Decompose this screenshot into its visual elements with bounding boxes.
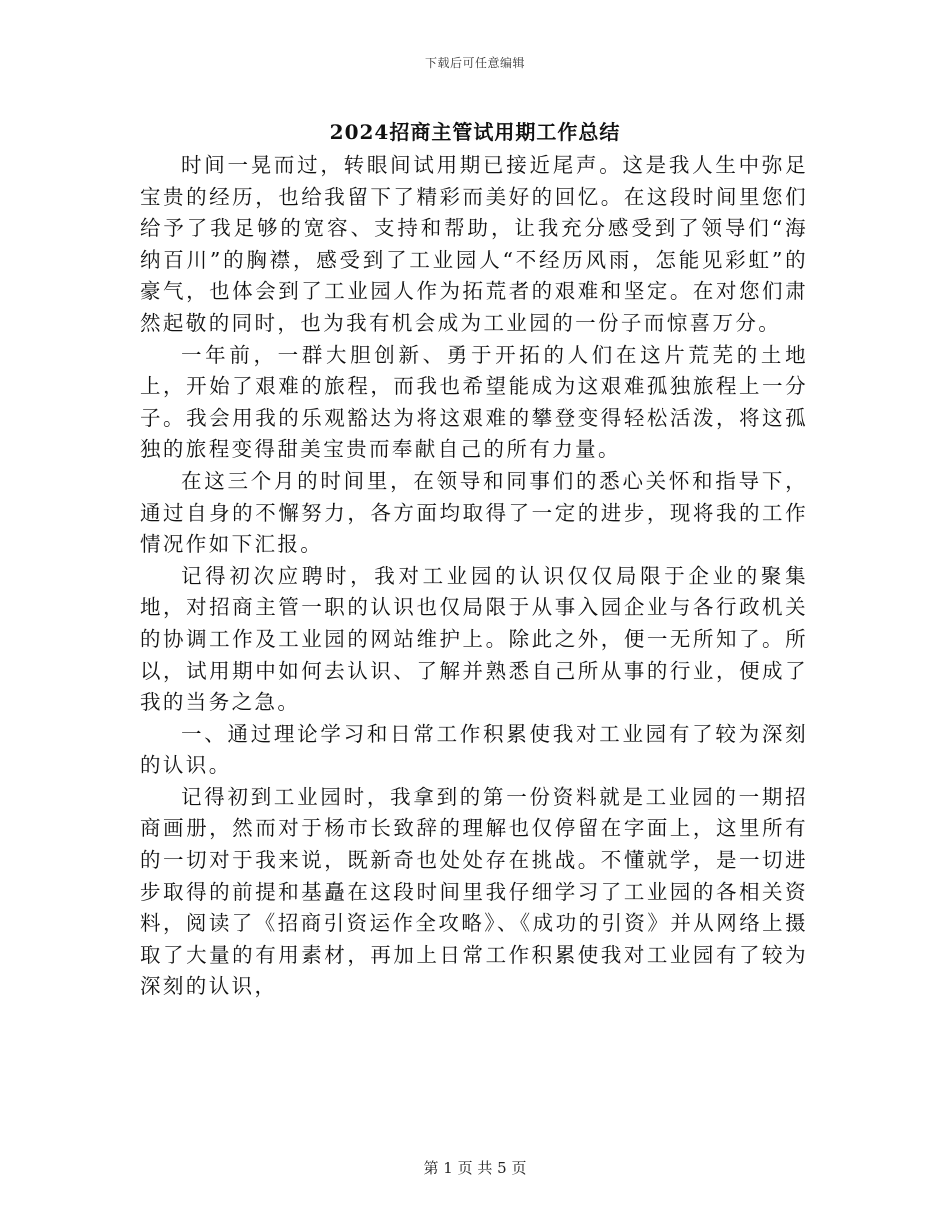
header-note: 下载后可任意编辑 (424, 56, 525, 70)
paragraph: 记得初次应聘时，我对工业园的认识仅仅局限于企业的聚集地，对招商主管一职的认识也仅局限于从事入园企业与各行政机关的协调工作及工业园的网站维护上。除此之外，便一无所知了。所以，试用期中如何去认识、了解并熟悉自己所从事的行业，便成了我的当务之急。 (140, 563, 808, 715)
paragraph: 时间一晃而过，转眼间试用期已接近尾声。这是我人生中弥足宝贵的经历，也给我留下了精彩而美好的回忆。在这段时间里您们给予了我足够的宽容、支持和帮助，让我充分感受到了领导们“海纳百川”的胸襟，感受到了工业园人“不经历风雨，怎能见彩虹”的豪气，也体会到了工业园人作为拓荒者的艰难和坚定。在对您们肃然起敬的同时，也为我有机会成为工业园的一份子而惊喜万分。 (140, 153, 808, 335)
paragraph: 记得初到工业园时，我拿到的第一份资料就是工业园的一期招商画册，然而对于杨市长致辞的理解也仅停留在字面上，这里所有的一切对于我来说，既新奇也处处存在挑战。不懂就学，是一切进步取得的前提和基矗在这段时间里我仔细学习了工业园的各相关资料，阅读了《招商引资运作全攻略》、《成功的引资》并从网络上摄取了大量的有用素材，再加上日常工作积累使我对工业园有了较为深刻的认识， (140, 784, 808, 999)
section-heading: 一、通过理论学习和日常工作积累使我对工业园有了较为深刻的认识。 (140, 721, 808, 778)
paragraph: 在这三个月的时间里，在领导和同事们的悉心关怀和指导下，通过自身的不懈努力，各方面均取得了一定的进步，现将我的工作情况作如下汇报。 (140, 468, 808, 557)
document-body (140, 150, 808, 1003)
page-number: 第 1 页 共 5 页 (423, 1159, 527, 1177)
paragraph: 一年前，一群大胆创新、勇于开拓的人们在这片荒芜的土地上，开始了艰难的旅程，而我也希望能成为这艰难孤独旅程上一分子。我会用我的乐观豁达为将这艰难的攀登变得轻松活泼，将这孤独的旅程变得甜美宝贵而奉献自己的所有力量。 (140, 342, 808, 462)
document-title: 2024招商主管试用期工作总结 (329, 120, 621, 144)
